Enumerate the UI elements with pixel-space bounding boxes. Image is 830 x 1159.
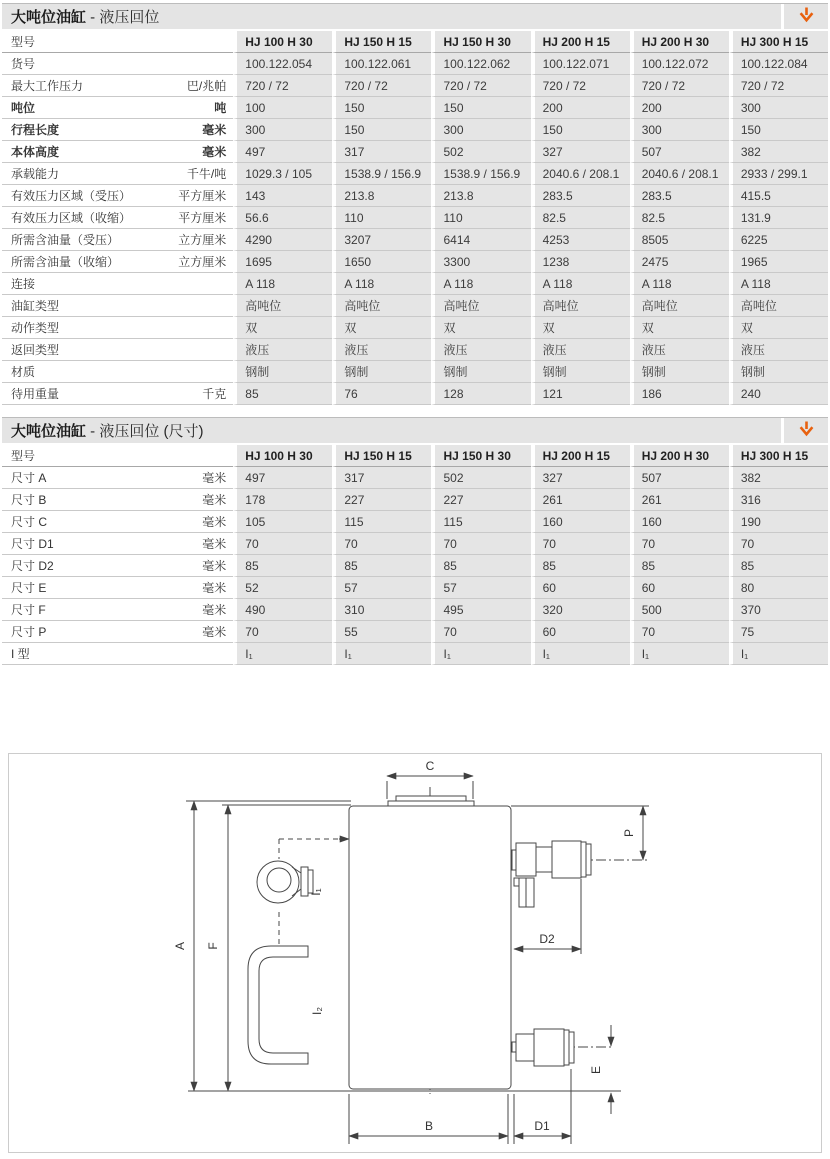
value-cell: 1695 — [233, 251, 332, 273]
value-cell: 495 — [431, 599, 530, 621]
value-cell: 75 — [729, 621, 828, 643]
value-cell: 52 — [233, 577, 332, 599]
row-label: 承载能力 — [11, 167, 60, 181]
row-label-cell — [2, 599, 233, 621]
value-cell: A 118 — [431, 273, 530, 295]
row-unit: 立方厘米 — [178, 255, 227, 269]
table-row — [2, 511, 828, 533]
dim-label-d2: D2 — [539, 932, 555, 946]
table-header-row — [2, 31, 828, 53]
row-unit: 平方厘米 — [178, 211, 227, 225]
table-row — [2, 383, 828, 405]
value-cell: I₁ — [233, 643, 332, 665]
row-label: 所需含油量（受压） — [11, 233, 120, 247]
value-cell: 70 — [729, 533, 828, 555]
value-cell: 160 — [630, 511, 729, 533]
column-header: HJ 100 H 30 — [233, 31, 332, 53]
value-cell: 液压 — [630, 339, 729, 361]
table-row — [2, 229, 828, 251]
bottom-coupler — [512, 1029, 574, 1066]
value-cell: 6414 — [431, 229, 530, 251]
row-unit: 千牛/吨 — [186, 167, 227, 181]
row-unit: 毫米 — [202, 471, 227, 485]
download-button[interactable] — [781, 4, 828, 29]
column-header: HJ 150 H 30 — [431, 31, 530, 53]
value-cell: 310 — [332, 599, 431, 621]
column-header: HJ 200 H 15 — [531, 31, 630, 53]
row-label-cell — [2, 511, 233, 533]
value-cell: 100.122.084 — [729, 53, 828, 75]
section-title-variant: - 液压回位 — [86, 9, 160, 26]
section-title-product: 大吨位油缸 — [11, 423, 87, 440]
value-cell: 502 — [431, 467, 530, 489]
value-cell: 300 — [729, 97, 828, 119]
value-cell: 720 / 72 — [332, 75, 431, 97]
dimensions-table — [2, 445, 828, 665]
value-cell: 300 — [233, 119, 332, 141]
value-cell: 高吨位 — [431, 295, 530, 317]
column-header: HJ 150 H 30 — [431, 445, 530, 467]
row-label-cell — [2, 533, 233, 555]
value-cell: 213.8 — [431, 185, 530, 207]
value-cell: 70 — [630, 533, 729, 555]
row-label: 材质 — [11, 365, 36, 379]
row-label-cell — [2, 251, 233, 273]
section-title-product: 大吨位油缸 — [11, 9, 87, 26]
download-icon — [798, 420, 815, 442]
row-label: I 型 — [11, 647, 30, 661]
value-cell: 502 — [431, 141, 530, 163]
value-cell: 82.5 — [630, 207, 729, 229]
value-cell: 2475 — [630, 251, 729, 273]
column-header: HJ 150 H 15 — [332, 445, 431, 467]
row-unit: 巴/兆帕 — [186, 79, 227, 93]
row-label-cell — [2, 339, 233, 361]
value-cell: 85 — [332, 555, 431, 577]
value-cell: 100.122.061 — [332, 53, 431, 75]
row-label: 连接 — [11, 277, 36, 291]
table-row — [2, 185, 828, 207]
row-unit: 毫米 — [202, 123, 227, 137]
value-cell: 200 — [531, 97, 630, 119]
value-cell: 液压 — [332, 339, 431, 361]
value-cell: 高吨位 — [531, 295, 630, 317]
specs-table — [2, 31, 828, 405]
row-label-cell — [2, 207, 233, 229]
dim-label-p: P — [622, 828, 636, 838]
value-cell: 105 — [233, 511, 332, 533]
column-header: HJ 100 H 30 — [233, 445, 332, 467]
value-cell: 213.8 — [332, 185, 431, 207]
value-cell: 液压 — [531, 339, 630, 361]
row-label: 尺寸 P — [11, 625, 47, 639]
value-cell: 76 — [332, 383, 431, 405]
value-cell: 高吨位 — [729, 295, 828, 317]
download-icon — [798, 6, 815, 28]
value-cell: 1538.9 / 156.9 — [332, 163, 431, 185]
value-cell: 高吨位 — [630, 295, 729, 317]
table-row — [2, 295, 828, 317]
value-cell: 4290 — [233, 229, 332, 251]
row-unit: 平方厘米 — [178, 189, 227, 203]
row-label-cell — [2, 317, 233, 339]
value-cell: 液压 — [729, 339, 828, 361]
value-cell: 56.6 — [233, 207, 332, 229]
value-cell: 143 — [233, 185, 332, 207]
value-cell: 283.5 — [531, 185, 630, 207]
value-cell: 150 — [332, 119, 431, 141]
value-cell: 497 — [233, 141, 332, 163]
row-label: 货号 — [11, 57, 36, 71]
section-title-variant: - 液压回位 (尺寸) — [86, 423, 204, 440]
table-row — [2, 75, 828, 97]
row-label-cell — [2, 643, 233, 665]
table-row — [2, 643, 828, 665]
row-unit: 毫米 — [202, 559, 227, 573]
value-cell: 60 — [531, 621, 630, 643]
value-cell: 1238 — [531, 251, 630, 273]
value-cell: 200 — [630, 97, 729, 119]
table-row — [2, 467, 828, 489]
column-header: HJ 200 H 30 — [630, 445, 729, 467]
value-cell: 178 — [233, 489, 332, 511]
value-cell: 300 — [630, 119, 729, 141]
row-label-cell — [2, 163, 233, 185]
row-label: 尺寸 D2 — [11, 559, 54, 573]
row-label-cell — [2, 383, 233, 405]
value-cell: 双 — [531, 317, 630, 339]
item-label-i1: I₁ — [309, 888, 323, 896]
row-label-cell — [2, 273, 233, 295]
dim-label-f: F — [206, 942, 220, 950]
section-title — [2, 418, 781, 443]
value-cell: 钢制 — [729, 361, 828, 383]
value-cell: 160 — [531, 511, 630, 533]
value-cell: 钢制 — [233, 361, 332, 383]
row-unit: 毫米 — [202, 493, 227, 507]
row-label: 最大工作压力 — [11, 79, 84, 93]
row-label-cell — [2, 621, 233, 643]
value-cell: 85 — [233, 383, 332, 405]
value-cell: 110 — [431, 207, 530, 229]
value-cell: 57 — [332, 577, 431, 599]
value-cell: 双 — [332, 317, 431, 339]
row-label: 有效压力区域（收缩） — [11, 211, 132, 225]
value-cell: 720 / 72 — [729, 75, 828, 97]
value-cell: 497 — [233, 467, 332, 489]
column-header: HJ 300 H 15 — [729, 31, 828, 53]
value-cell: 57 — [431, 577, 530, 599]
value-cell: 100.122.071 — [531, 53, 630, 75]
value-cell: 500 — [630, 599, 729, 621]
value-cell: 317 — [332, 141, 431, 163]
row-label-cell — [2, 97, 233, 119]
row-label: 本体高度 — [11, 145, 60, 159]
row-label: 尺寸 D1 — [11, 537, 54, 551]
table-row — [2, 599, 828, 621]
table-row — [2, 317, 828, 339]
value-cell: 720 / 72 — [431, 75, 530, 97]
value-cell: 720 / 72 — [531, 75, 630, 97]
value-cell: 316 — [729, 489, 828, 511]
value-cell: 1650 — [332, 251, 431, 273]
row-unit: 毫米 — [202, 145, 227, 159]
lifting-eye — [257, 861, 313, 903]
row-label: 待用重量 — [11, 387, 60, 401]
value-cell: 钢制 — [431, 361, 530, 383]
value-cell: 70 — [233, 621, 332, 643]
value-cell: 327 — [531, 467, 630, 489]
value-cell: 100 — [233, 97, 332, 119]
value-cell: 55 — [332, 621, 431, 643]
value-cell: 507 — [630, 141, 729, 163]
value-cell: 382 — [729, 467, 828, 489]
value-cell: 128 — [431, 383, 530, 405]
dim-label-d1: D1 — [534, 1119, 550, 1133]
row-label: 所需含油量（收缩） — [11, 255, 120, 269]
value-cell: 70 — [431, 621, 530, 643]
dimension-drawing-panel — [8, 753, 822, 1153]
row-unit: 毫米 — [202, 537, 227, 551]
table-row — [2, 273, 828, 295]
value-cell: 双 — [233, 317, 332, 339]
row-unit: 吨 — [214, 101, 227, 115]
value-cell: 131.9 — [729, 207, 828, 229]
row-label-cell — [2, 467, 233, 489]
value-cell: I₁ — [729, 643, 828, 665]
value-cell: 110 — [332, 207, 431, 229]
section-title — [2, 4, 781, 29]
row-label: 尺寸 F — [11, 603, 46, 617]
value-cell: 钢制 — [332, 361, 431, 383]
value-cell: 2040.6 / 208.1 — [531, 163, 630, 185]
value-cell: 261 — [531, 489, 630, 511]
row-unit: 毫米 — [202, 515, 227, 529]
value-cell: 85 — [630, 555, 729, 577]
value-cell: 82.5 — [531, 207, 630, 229]
column-header: HJ 300 H 15 — [729, 445, 828, 467]
section-header-specs — [2, 3, 828, 29]
table-header-row — [2, 445, 828, 467]
value-cell: 85 — [233, 555, 332, 577]
row-label: 尺寸 A — [11, 471, 47, 485]
row-label: 返回类型 — [11, 343, 60, 357]
technical-drawing — [9, 754, 821, 1152]
table-row — [2, 361, 828, 383]
value-cell: I₁ — [431, 643, 530, 665]
row-label-cell — [2, 295, 233, 317]
table-row — [2, 339, 828, 361]
value-cell: 261 — [630, 489, 729, 511]
value-cell: 4253 — [531, 229, 630, 251]
row-unit: 千克 — [202, 387, 227, 401]
dim-label-a: A — [173, 941, 187, 951]
value-cell: 8505 — [630, 229, 729, 251]
row-label: 有效压力区域（受压） — [11, 189, 132, 203]
value-cell: 100.122.062 — [431, 53, 530, 75]
value-cell: 320 — [531, 599, 630, 621]
row-label-cell — [2, 53, 233, 75]
value-cell: 70 — [431, 533, 530, 555]
value-cell: 720 / 72 — [233, 75, 332, 97]
row-label-cell — [2, 555, 233, 577]
value-cell: 高吨位 — [332, 295, 431, 317]
carry-handle — [248, 946, 308, 1064]
table-row — [2, 97, 828, 119]
value-cell: 70 — [630, 621, 729, 643]
row-label-cell — [2, 361, 233, 383]
table-row — [2, 163, 828, 185]
value-cell: 1965 — [729, 251, 828, 273]
value-cell: 高吨位 — [233, 295, 332, 317]
row-label: 尺寸 C — [11, 515, 48, 529]
value-cell: 钢制 — [630, 361, 729, 383]
top-coupler — [512, 841, 591, 907]
row-label: 尺寸 E — [11, 581, 47, 595]
row-label: 油缸类型 — [11, 299, 60, 313]
value-cell: 150 — [729, 119, 828, 141]
table-row — [2, 555, 828, 577]
row-label-cell — [2, 185, 233, 207]
download-button[interactable] — [781, 418, 828, 443]
table-row — [2, 489, 828, 511]
value-cell: 150 — [531, 119, 630, 141]
row-unit: 立方厘米 — [178, 233, 227, 247]
dim-label-e: E — [589, 1065, 603, 1075]
value-cell: 370 — [729, 599, 828, 621]
value-cell: 327 — [531, 141, 630, 163]
value-cell: 190 — [729, 511, 828, 533]
value-cell: 液压 — [233, 339, 332, 361]
column-header: HJ 150 H 15 — [332, 31, 431, 53]
value-cell: 115 — [332, 511, 431, 533]
row-label-cell — [2, 489, 233, 511]
value-cell: 6225 — [729, 229, 828, 251]
row-label-cell — [2, 229, 233, 251]
value-cell: 70 — [531, 533, 630, 555]
value-cell: 60 — [630, 577, 729, 599]
value-cell: A 118 — [531, 273, 630, 295]
row-label-cell — [2, 119, 233, 141]
value-cell: 双 — [729, 317, 828, 339]
row-label: 吨位 — [11, 101, 36, 115]
row-unit: 毫米 — [202, 625, 227, 639]
table-row — [2, 207, 828, 229]
column-header: HJ 200 H 30 — [630, 31, 729, 53]
table-row — [2, 53, 828, 75]
column-header-model: 型号 — [2, 31, 233, 53]
value-cell: 液压 — [431, 339, 530, 361]
value-cell: 85 — [431, 555, 530, 577]
row-unit: 毫米 — [202, 581, 227, 595]
column-header-model: 型号 — [2, 445, 233, 467]
value-cell: 85 — [531, 555, 630, 577]
value-cell: 317 — [332, 467, 431, 489]
value-cell: I₁ — [630, 643, 729, 665]
value-cell: 100.122.054 — [233, 53, 332, 75]
row-unit: 毫米 — [202, 603, 227, 617]
value-cell: I₁ — [531, 643, 630, 665]
value-cell: 3300 — [431, 251, 530, 273]
value-cell: 100.122.072 — [630, 53, 729, 75]
value-cell: 227 — [431, 489, 530, 511]
value-cell: A 118 — [729, 273, 828, 295]
value-cell: 150 — [332, 97, 431, 119]
table-row — [2, 141, 828, 163]
item-label-i2: I₂ — [310, 1007, 324, 1015]
row-label: 动作类型 — [11, 321, 60, 335]
row-label: 尺寸 B — [11, 493, 47, 507]
value-cell: A 118 — [630, 273, 729, 295]
value-cell: 115 — [431, 511, 530, 533]
value-cell: 121 — [531, 383, 630, 405]
value-cell: 227 — [332, 489, 431, 511]
value-cell: 240 — [729, 383, 828, 405]
row-label-cell — [2, 577, 233, 599]
value-cell: 283.5 — [630, 185, 729, 207]
row-label-cell — [2, 75, 233, 97]
value-cell: 3207 — [332, 229, 431, 251]
value-cell: I₁ — [332, 643, 431, 665]
value-cell: A 118 — [332, 273, 431, 295]
value-cell: 2040.6 / 208.1 — [630, 163, 729, 185]
dim-label-c: C — [425, 759, 435, 773]
value-cell: 382 — [729, 141, 828, 163]
value-cell: 70 — [332, 533, 431, 555]
section-header-dimensions — [2, 417, 828, 443]
value-cell: 1538.9 / 156.9 — [431, 163, 530, 185]
value-cell: 60 — [531, 577, 630, 599]
saddle-base — [388, 801, 474, 806]
value-cell: A 118 — [233, 273, 332, 295]
table-row — [2, 577, 828, 599]
dim-label-b: B — [424, 1119, 434, 1133]
row-label: 行程长度 — [11, 123, 60, 137]
value-cell: 1029.3 / 105 — [233, 163, 332, 185]
value-cell: 490 — [233, 599, 332, 621]
table-row — [2, 251, 828, 273]
column-header: HJ 200 H 15 — [531, 445, 630, 467]
value-cell: 186 — [630, 383, 729, 405]
table-row — [2, 119, 828, 141]
row-label-cell — [2, 141, 233, 163]
value-cell: 80 — [729, 577, 828, 599]
value-cell: 钢制 — [531, 361, 630, 383]
value-cell: 507 — [630, 467, 729, 489]
value-cell: 2933 / 299.1 — [729, 163, 828, 185]
value-cell: 150 — [431, 97, 530, 119]
saddle-top — [396, 796, 466, 801]
value-cell: 70 — [233, 533, 332, 555]
cylinder-body — [349, 806, 511, 1089]
table-row — [2, 621, 828, 643]
value-cell: 85 — [729, 555, 828, 577]
value-cell: 720 / 72 — [630, 75, 729, 97]
value-cell: 双 — [431, 317, 530, 339]
table-row — [2, 533, 828, 555]
value-cell: 415.5 — [729, 185, 828, 207]
value-cell: 双 — [630, 317, 729, 339]
value-cell: 300 — [431, 119, 530, 141]
